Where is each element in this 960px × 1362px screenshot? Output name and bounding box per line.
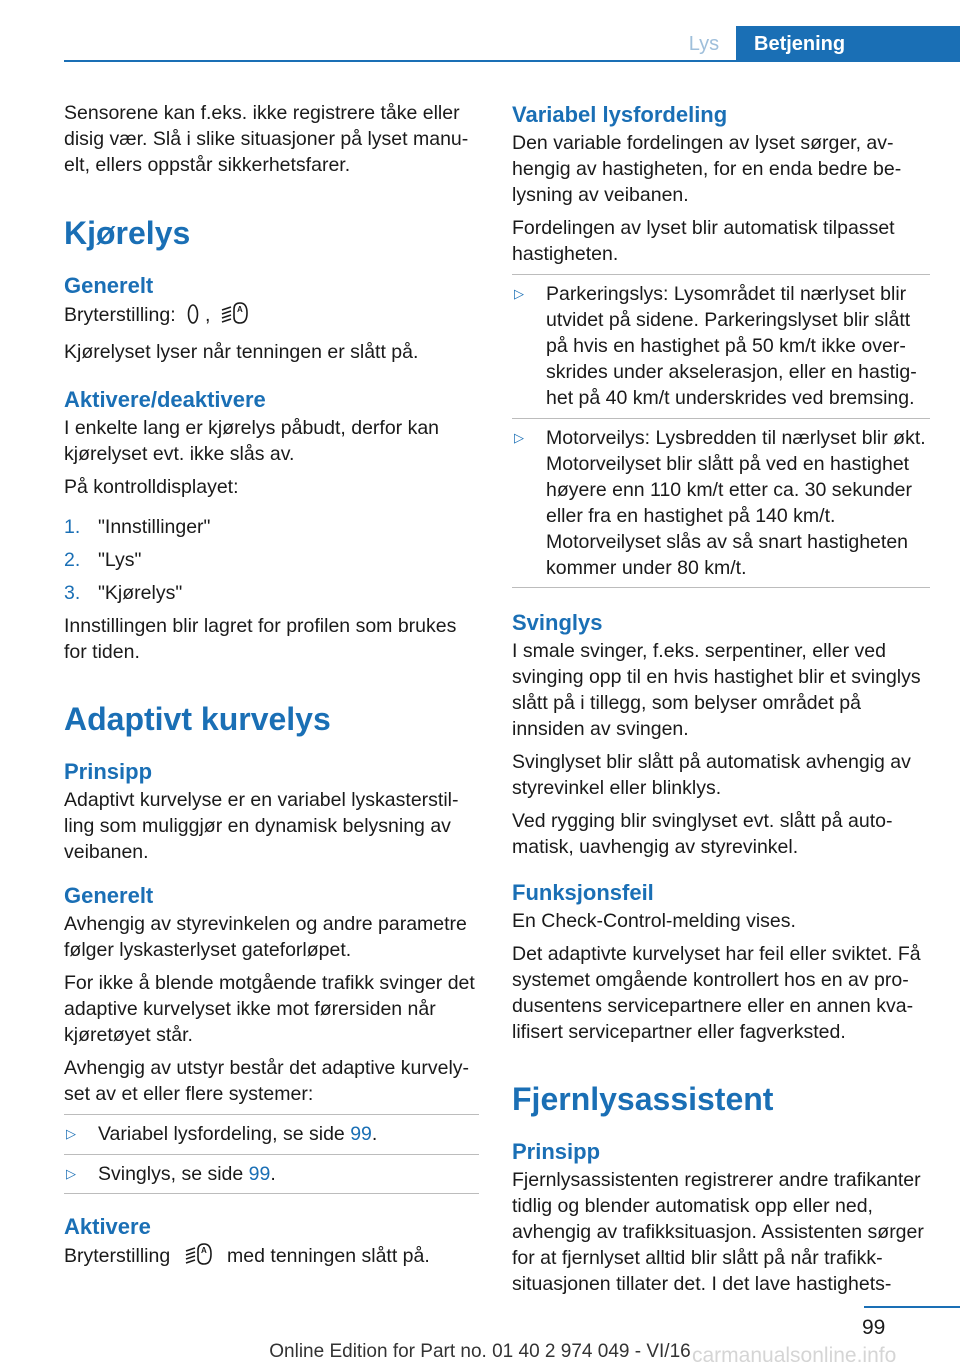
page-number: 99 xyxy=(862,1316,886,1339)
sensor-note: Sensorene kan f.eks. ikke registrere tåke eller disig vær. Slå i slike situasjoner på lyset manuelt, ellers oppstår sikkerhetsfarer. xyxy=(64,102,469,176)
subheading-funksjonsfeil: Funksjonsfeil xyxy=(512,880,654,905)
auto-headlight-icon xyxy=(220,301,250,332)
fjernlys-description: Fjernlysassistenten registrerer andre trafikanter tidlig og blender automatisk opp eller ned, avhengig av trafikksituasjon. Assistenten sørger for at fjernlyset alltid blir slått på når trafikksituasjonen tillater det. I det lave hastighets- xyxy=(512,1169,924,1295)
punctuation: . xyxy=(270,1163,276,1185)
aktivere-description: I enkelte lang er kjørelys påbudt, derfor kan kjørelyset evt. ikke slås av. xyxy=(64,417,440,465)
mode-text: Parkeringslys: Lysområdet til nærlyset blir utvidet på sidene. Parkeringslyset blir slått på hvis en hastighet på 50 km/t ikke overskrides under akselerasjon, eller en hastighet på 40 km/t underskrides ved bremsing. xyxy=(546,283,917,409)
list-item xyxy=(64,1154,479,1194)
triangle-bullet-icon: ▷ xyxy=(66,1166,76,1181)
systems-list xyxy=(64,1114,479,1194)
prinsipp-description: Adaptivt kurvelyse er en variabel lyskasterstilling som muliggjør en dynamisk belysning av veibanen. xyxy=(64,789,459,863)
header-rule xyxy=(64,60,960,62)
step-number: 3. xyxy=(64,582,81,604)
svg-text:A: A xyxy=(236,305,243,314)
punctuation: . xyxy=(371,1123,378,1145)
aktivere-switch-line xyxy=(64,1242,479,1273)
control-display-label: På kontrolldisplayet: xyxy=(64,476,239,498)
list-item xyxy=(64,1114,479,1147)
step-text: "Kjørelys" xyxy=(98,582,183,604)
subheading-variabel-lysfordeling: Variabel lysfordeling xyxy=(512,102,728,127)
subheading-svinglys: Svinglys xyxy=(512,610,603,635)
heading-kjorelys: Kjørelys xyxy=(64,215,191,251)
subheading-aktivere-deaktivere: Aktivere/deaktivere xyxy=(64,387,266,412)
page-reference-link[interactable]: 99 xyxy=(350,1123,372,1145)
switch-separator: , xyxy=(205,304,211,326)
variabel-text-1: Den variable fordelingen av lyset sørger, avhengig av hastigheten, for en enda bedre belysning av veibanen. xyxy=(512,132,902,206)
switch-position-label: Bryterstilling xyxy=(64,1245,171,1267)
system-text: Variabel lysfordeling, se side xyxy=(98,1123,351,1145)
edition-footer: Online Edition for Part no. 01 40 2 974 049 - VI/16 xyxy=(269,1341,691,1362)
variabel-text-2: Fordelingen av lyset blir automatisk tilpasset hastigheten. xyxy=(512,217,895,265)
left-column xyxy=(64,100,479,1280)
parking-light-icon xyxy=(185,303,201,332)
header-section-label: Lys xyxy=(688,33,720,55)
step-number: 2. xyxy=(64,549,81,571)
svinglys-text-3: Ved rygging blir svinglyset evt. slått på automatisk, uavhengig av styrevinkel. xyxy=(512,810,893,858)
triangle-bullet-icon: ▷ xyxy=(66,1126,76,1141)
subheading-generelt-2: Generelt xyxy=(64,883,154,908)
heading-adaptivt-kurvelys: Adaptivt kurvelys xyxy=(64,701,331,737)
subheading-prinsipp: Prinsipp xyxy=(64,759,153,784)
settings-steps xyxy=(64,514,479,606)
footer-rule xyxy=(864,1306,960,1308)
header-chapter-tab: Betjening xyxy=(736,26,960,62)
feil-text-2: Det adaptivte kurvelyset har feil eller sviktet. Få systemet omgående kontrollert hos en av produsentens servicepartnere eller en annen kvalifisert servicepartner eller fagverksted. xyxy=(512,943,921,1043)
triangle-bullet-icon: ▷ xyxy=(514,430,524,445)
auto-headlight-icon xyxy=(184,1242,214,1273)
subheading-prinsipp-2: Prinsipp xyxy=(512,1139,601,1164)
list-item xyxy=(64,580,479,606)
svinglys-text-2: Svinglyset blir slått på automatisk avhengig av styrevinkel eller blinklys. xyxy=(512,751,911,799)
generelt-text-1: Avhengig av styrevinkelen og andre parametre følger lyskasterlyset gateforløpet. xyxy=(64,913,467,961)
list-item xyxy=(512,418,930,588)
subheading-aktivere: Aktivere xyxy=(64,1214,151,1239)
profile-note: Innstillingen blir lagret for profilen som brukes for tiden. xyxy=(64,615,457,663)
system-text: Svinglys, se side xyxy=(98,1163,249,1185)
list-item xyxy=(512,274,930,411)
heading-fjernlysassistent: Fjernlysassistent xyxy=(512,1081,774,1117)
mode-text: Motorveilys: Lysbredden til nærlyset blir økt. Motorveilyset blir slått på ved en hastighet høyere enn 110 km/t etter ca. 30 sekunder eller fra en hastighet på 140 km/t. Motorveilyset slås av så snart hastigheten kommer under 80 km/t. xyxy=(546,427,926,579)
generelt-text-2: For ikke å blende motgående trafikk svinger det adaptive kurvelyset ikke mot førersiden når kjøretøyet står. xyxy=(64,972,475,1046)
list-item xyxy=(64,514,479,540)
kjorelys-description: Kjørelyset lyser når tenningen er slått på. xyxy=(64,341,419,363)
light-modes-list xyxy=(512,274,930,588)
right-column xyxy=(512,100,930,1304)
svinglys-text-1: I smale svinger, f.eks. serpentiner, eller ved svinging opp til en hvis hastighet blir et svinglys slått på i tillegg, som belyser området på innsiden av svingen. xyxy=(512,640,921,740)
page-reference-link[interactable]: 99 xyxy=(248,1163,271,1185)
svg-text:A: A xyxy=(200,1246,207,1255)
generelt-text-3: Avhengig av utstyr består det adaptive kurvelyset av et eller flere systemer: xyxy=(64,1057,470,1105)
switch-position-line xyxy=(64,301,479,332)
step-number: 1. xyxy=(64,516,81,538)
subheading-generelt: Generelt xyxy=(64,273,154,298)
list-item xyxy=(64,547,479,573)
step-text: "Innstillinger" xyxy=(98,516,211,538)
switch-position-label: Bryterstilling: xyxy=(64,304,176,326)
step-text: "Lys" xyxy=(98,549,142,571)
aktivere-switch-suffix: med tenningen slått på. xyxy=(227,1245,430,1267)
watermark: carmanualsonline.info xyxy=(692,1344,897,1362)
triangle-bullet-icon: ▷ xyxy=(514,286,524,301)
feil-text-1: En Check-Control-melding vises. xyxy=(512,910,796,932)
